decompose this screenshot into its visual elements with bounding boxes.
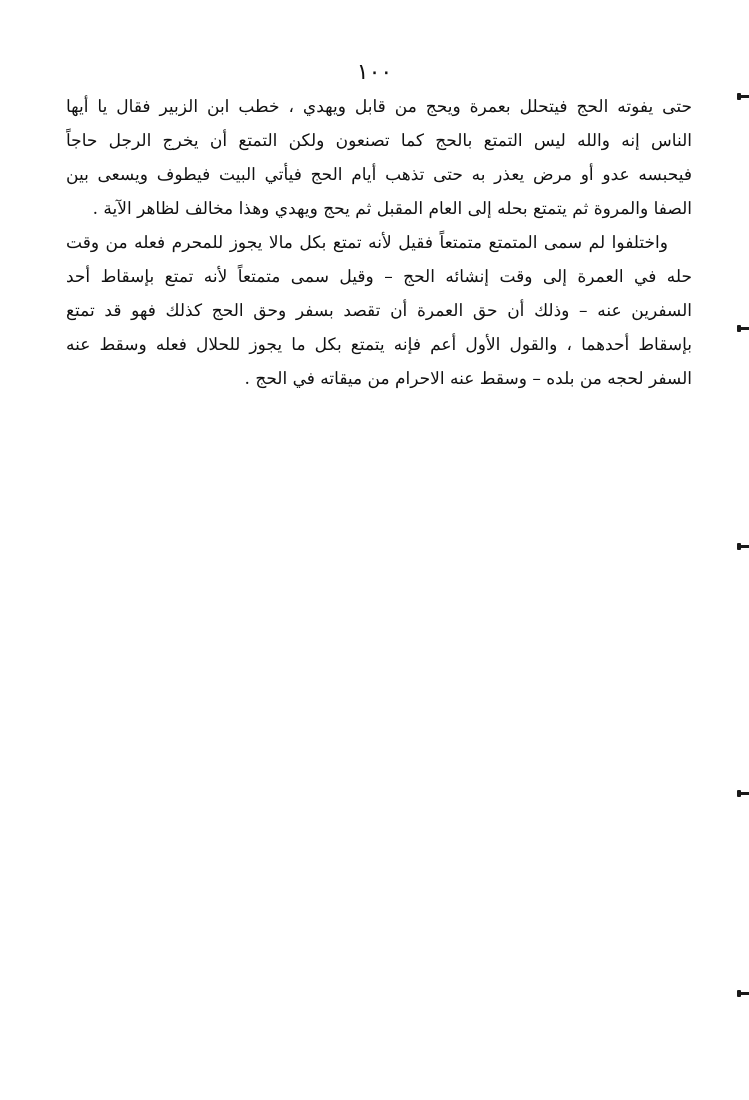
paragraph xyxy=(66,90,692,226)
body-text xyxy=(66,90,692,396)
text-line: السفر لحجه من بلده – وسقط عنه الاحرام من ميقاته في الحج . xyxy=(244,369,692,389)
text-line: حتى يفوته الحج فيتحلل بعمرة ويحج من قابل ويهدي ، خطب ابن الزبير فقال يا أيها xyxy=(66,97,692,117)
binding-hole-mark xyxy=(737,327,749,330)
binding-hole-mark xyxy=(737,992,749,995)
text-line: حله في العمرة إلى وقت إنشائه الحج – وقيل سمى متمتعاً لأنه تمتع بإسقاط أحد xyxy=(66,267,692,287)
binding-hole-mark xyxy=(737,95,749,98)
text-line: واختلفوا لم سمى المتمتع متمتعاً فقيل لأنه تمتع بكل مالا يجوز للمحرم فعله من وقت xyxy=(66,233,668,253)
paragraph xyxy=(66,226,692,396)
page-number: ١٠٠ xyxy=(356,60,393,85)
text-line: فيحبسه عدو أو مرض يعذر به حتى تذهب أيام الحج فيأتي البيت فيطوف ويسعى بين xyxy=(66,165,692,185)
text-line: الناس إنه والله ليس التمتع بالحج كما تصنعون ولكن التمتع أن يخرج الرجل حاجاً xyxy=(66,131,692,151)
binding-hole-mark xyxy=(737,545,749,548)
text-line: الصفا والمروة ثم يتمتع بحله إلى العام المقبل ثم يحج ويهدي وهذا مخالف لظاهر الآية . xyxy=(92,199,692,219)
text-line: بإسقاط أحدهما ، والقول الأول أعم فإنه يتمتع بكل ما يجوز للحلال فعله وسقط عنه xyxy=(66,335,692,355)
text-line: السفرين عنه – وذلك أن حق العمرة أن تقصد بسفر وحق الحج كذلك فهو قد تمتع xyxy=(66,301,692,321)
binding-hole-mark xyxy=(737,792,749,795)
